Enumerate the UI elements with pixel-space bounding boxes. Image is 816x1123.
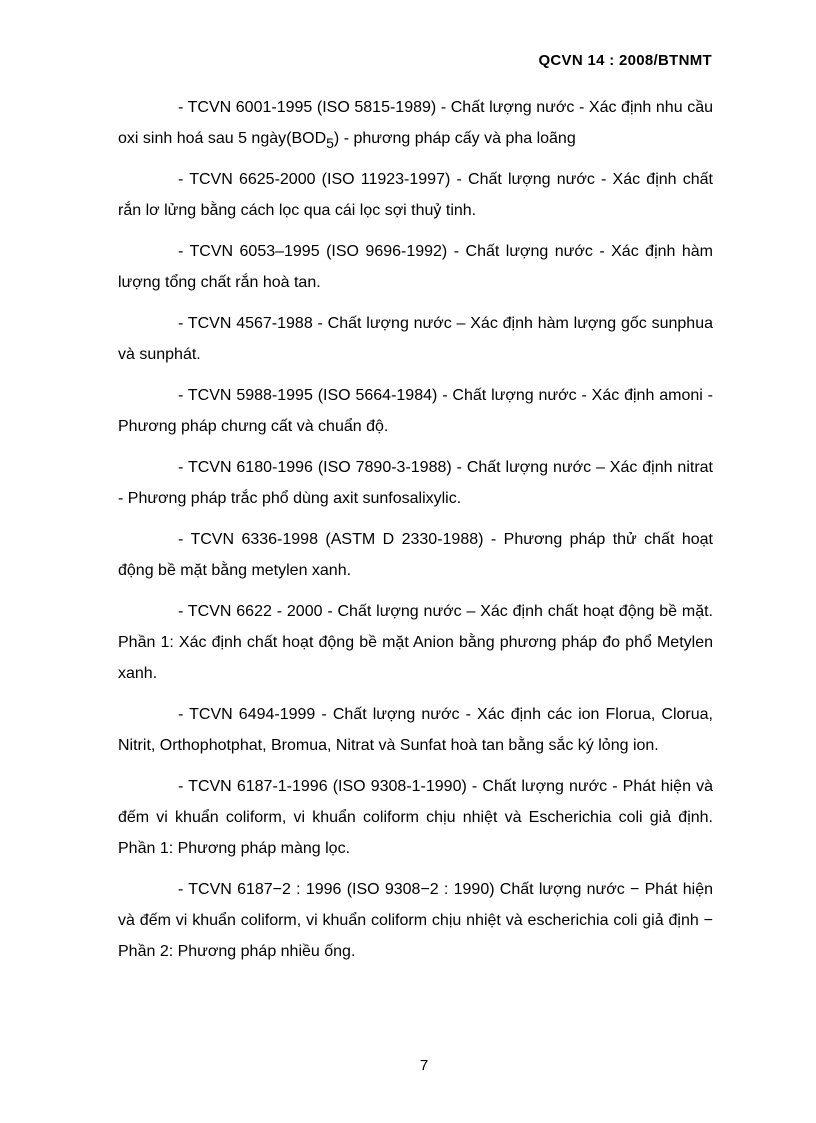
- reference-item: [118, 92, 713, 154]
- bod-subscript: 5: [326, 135, 334, 151]
- reference-item: - TCVN 4567-1988 - Chất lượng nước – Xác định hàm lượng gốc sunphua và sunphát.: [118, 315, 713, 363]
- reference-item: - TCVN 6053–1995 (ISO 9696-1992) - Chất lượng nước - Xác định hàm lượng tổng chất rắn hoà tan.: [118, 243, 713, 291]
- reference-item: - TCVN 6180-1996 (ISO 7890-3-1988) - Chất lượng nước – Xác định nitrat - Phương pháp trắc phổ dùng axit sunfosalixylic.: [118, 459, 713, 507]
- reference-item: - TCVN 6187−2 : 1996 (ISO 9308−2 : 1990) Chất lượng nước − Phát hiện và đếm vi khuẩn coliform, vi khuẩn coliform chịu nhiệt và escherichia coli giả định − Phần 2: Phương pháp nhiều ống.: [118, 881, 713, 960]
- reference-item: - TCVN 6187-1-1996 (ISO 9308-1-1990) - Chất lượng nước - Phát hiện và đếm vi khuẩn coliform, vi khuẩn coliform chịu nhiệt và Escherichia coli giả định. Phần 1: Phương pháp màng lọc.: [118, 778, 713, 857]
- reference-text: - TCVN 6001-1995 (ISO 5815-1989) - Chất lượng nước - Xác định nhu cầu oxi sinh hoá sau 5 ngày(BOD: [118, 99, 713, 147]
- page-number: 7: [419, 1057, 429, 1074]
- reference-text-after: ) - phương pháp cấy và pha loãng: [333, 130, 576, 147]
- reference-item: - TCVN 6622 - 2000 - Chất lượng nước – Xác định chất hoạt động bề mặt. Phần 1: Xác định chất hoạt động bề mặt Anion bằng phương pháp đo phổ Metylen xanh.: [118, 603, 713, 682]
- document-code-header: QCVN 14 : 2008/BTNMT: [538, 52, 712, 69]
- reference-item: - TCVN 5988-1995 (ISO 5664-1984) - Chất lượng nước - Xác định amoni - Phương pháp chưng cất và chuẩn độ.: [118, 387, 713, 435]
- reference-item: - TCVN 6625-2000 (ISO 11923-1997) - Chất lượng nước - Xác định chất rắn lơ lửng bằng cách lọc qua cái lọc sợi thuỷ tinh.: [118, 171, 713, 219]
- reference-item: - TCVN 6336-1998 (ASTM D 2330-1988) - Phương pháp thử chất hoạt động bề mặt bằng metylen xanh.: [118, 531, 713, 579]
- reference-item: - TCVN 6494-1999 - Chất lượng nước - Xác định các ion Florua, Clorua, Nitrit, Orthophotphat, Bromua, Nitrat và Sunfat hoà tan bằng sắc ký lỏng ion.: [118, 706, 713, 754]
- reference-list: [118, 92, 713, 977]
